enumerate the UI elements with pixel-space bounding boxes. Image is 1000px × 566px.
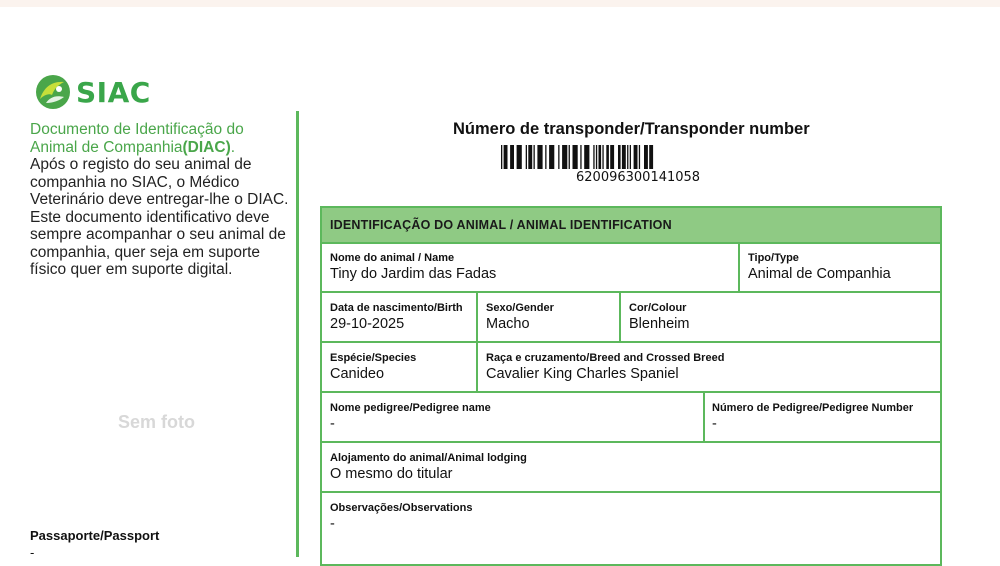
barcode-bar <box>501 145 502 169</box>
name-label: Nome do animal / Name <box>330 252 455 264</box>
barcode-bar <box>562 145 567 169</box>
type-label: Tipo/Type <box>748 252 799 264</box>
barcode-bar <box>618 145 621 169</box>
row-divider <box>322 391 940 393</box>
breed-value: Cavalier King Charles Spaniel <box>486 366 679 382</box>
barcode-bar <box>639 145 640 169</box>
intro-period: . <box>230 138 236 156</box>
birth-value: 29-10-2025 <box>330 316 405 332</box>
barcode-bar <box>569 145 570 169</box>
barcode-bar <box>644 145 648 169</box>
column-divider <box>619 292 621 343</box>
barcode-bar <box>599 145 602 169</box>
pedigree-number-label: Número de Pedigree/Pedigree Number <box>712 402 914 414</box>
barcode-bar <box>622 145 626 169</box>
barcode-bar <box>610 145 614 169</box>
row-divider <box>322 441 940 443</box>
transponder-number: 620096300141058 <box>576 170 701 185</box>
observations-value: - <box>330 516 335 532</box>
card-header-title: IDENTIFICAÇÃO DO ANIMAL / ANIMAL IDENTIFICATION <box>330 218 672 232</box>
type-value: Animal de Companhia <box>748 266 891 282</box>
photo-placeholder: Sem foto <box>118 412 196 432</box>
column-divider <box>703 392 705 443</box>
siac-logo-icon <box>34 73 72 111</box>
intro-block <box>30 121 292 279</box>
barcode-bar <box>606 145 609 169</box>
passport-label: Passaporte/Passport <box>30 528 160 543</box>
barcode-bar <box>528 145 532 169</box>
observations-label: Observações/Observations <box>330 502 473 514</box>
colour-label: Cor/Colour <box>629 302 687 314</box>
transponder-title: Número de transponder/Transponder number <box>453 120 810 138</box>
barcode-bar <box>545 145 546 169</box>
column-divider <box>738 242 740 293</box>
row-divider <box>322 242 940 244</box>
row-divider <box>322 491 940 493</box>
barcode-bar <box>549 145 554 169</box>
birth-label: Data de nascimento/Birth <box>330 302 463 314</box>
colour-value: Blenheim <box>629 316 690 332</box>
intro-body: Após o registo do seu animal de companhia no SIAC, o Médico Veterinário deve entregar-lhe o DIAC. Este documento identificativo deve sempre acompanhar o seu animal de companhia, quer seja em suporte físico quer em suporte digital. <box>30 156 289 278</box>
barcode-bar <box>584 145 589 169</box>
name-value: Tiny do Jardim das Fadas <box>330 266 497 282</box>
siac-logo <box>34 72 151 112</box>
barcode-bar <box>580 145 581 169</box>
barcode-bar <box>593 145 594 169</box>
barcode-bar <box>510 145 514 169</box>
pedigree-number-value: - <box>712 416 717 432</box>
passport-value: - <box>30 545 35 560</box>
animal-identification-card <box>320 206 942 566</box>
barcode-bar <box>649 145 653 169</box>
barcode-bar <box>534 145 535 169</box>
pedigree-name-value: - <box>330 416 335 432</box>
barcode-bar <box>526 145 527 169</box>
barcode-bar <box>537 145 542 169</box>
barcode-bar <box>573 145 578 169</box>
barcode-bar <box>517 145 522 169</box>
barcode-bar <box>630 145 631 169</box>
barcode-bar <box>596 145 597 169</box>
intro-title <box>30 121 292 156</box>
card-header <box>322 208 940 242</box>
species-value: Canideo <box>330 366 385 382</box>
row-divider <box>322 341 940 343</box>
intro-title-text: Documento de Identificação do Animal de Companhia <box>30 121 244 156</box>
column-divider <box>476 292 478 343</box>
lodging-label: Alojamento do animal/Animal lodging <box>330 452 527 464</box>
barcode-bar <box>504 145 508 169</box>
pedigree-name-label: Nome pedigree/Pedigree name <box>330 402 491 414</box>
column-divider <box>476 342 478 393</box>
barcode-bar <box>558 145 559 169</box>
row-divider <box>322 291 940 293</box>
lodging-value: O mesmo do titular <box>330 466 453 482</box>
gender-value: Macho <box>486 316 530 332</box>
barcode-bar <box>634 145 638 169</box>
barcode-icon <box>501 145 763 169</box>
barcode-bar <box>627 145 628 169</box>
barcode-bar <box>602 145 603 169</box>
logo-text: SIAC <box>76 75 151 109</box>
intro-acronym: (DIAC) <box>182 138 231 156</box>
breed-label: Raça e cruzamento/Breed and Crossed Breed <box>486 352 725 364</box>
top-strip <box>0 0 1000 7</box>
vertical-divider <box>296 111 299 557</box>
species-label: Espécie/Species <box>330 352 417 364</box>
gender-label: Sexo/Gender <box>486 302 554 314</box>
